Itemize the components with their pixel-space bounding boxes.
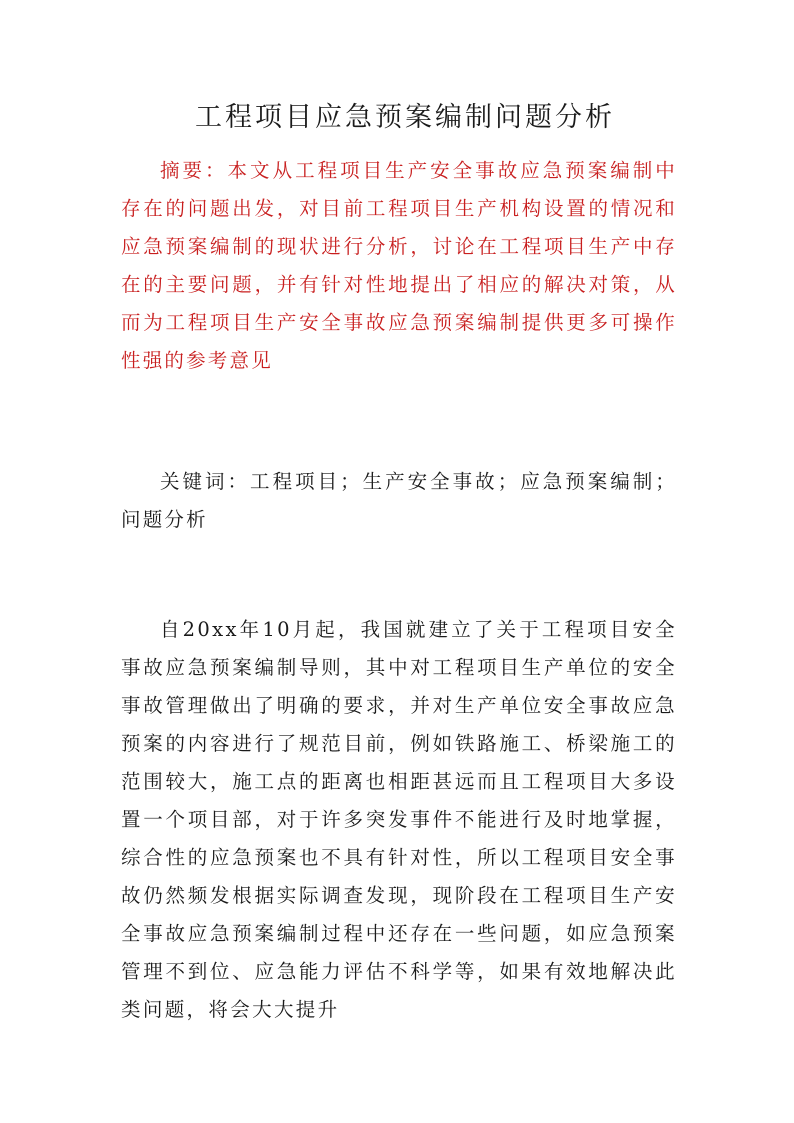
- abstract-paragraph: 摘要：本文从工程项目生产安全事故应急预案编制中存在的问题出发，对目前工程项目生产机构设置的情况和应急预案编制的现状进行分析，讨论在工程项目生产中存在的主要问题，并有针对性地提出了相应的解决对策，从而为工程项目生产安全事故应急预案编制提供更多可操作性强的参考意见: [121, 159, 677, 372]
- document-title: 工程项目应急预案编制问题分析: [195, 102, 615, 133]
- body-paragraph: 自20xx年10月起，我国就建立了关于工程项目安全事故应急预案编制导则，其中对工程项目生产单位的安全事故管理做出了明确的要求，并对生产单位安全事故应急预案的内容进行了规范目前，例如铁路施工、桥梁施工的范围较大，施工点的距离也相距甚远而且工程项目大多设置一个项目部，对于许多突发事件不能进行及时地掌握，综合性的应急预案也不具有针对性，所以工程项目安全事故仍然频发根据实际调查发现，现阶段在工程项目生产安全事故应急预案编制过程中还存在一些问题，如应急预案管理不到位、应急能力评估不科学等，如果有效地解决此类问题，将会大大提升: [121, 618, 677, 1021]
- keywords-paragraph: 关键词：工程项目；生产安全事故；应急预案编制；问题分析: [121, 470, 677, 531]
